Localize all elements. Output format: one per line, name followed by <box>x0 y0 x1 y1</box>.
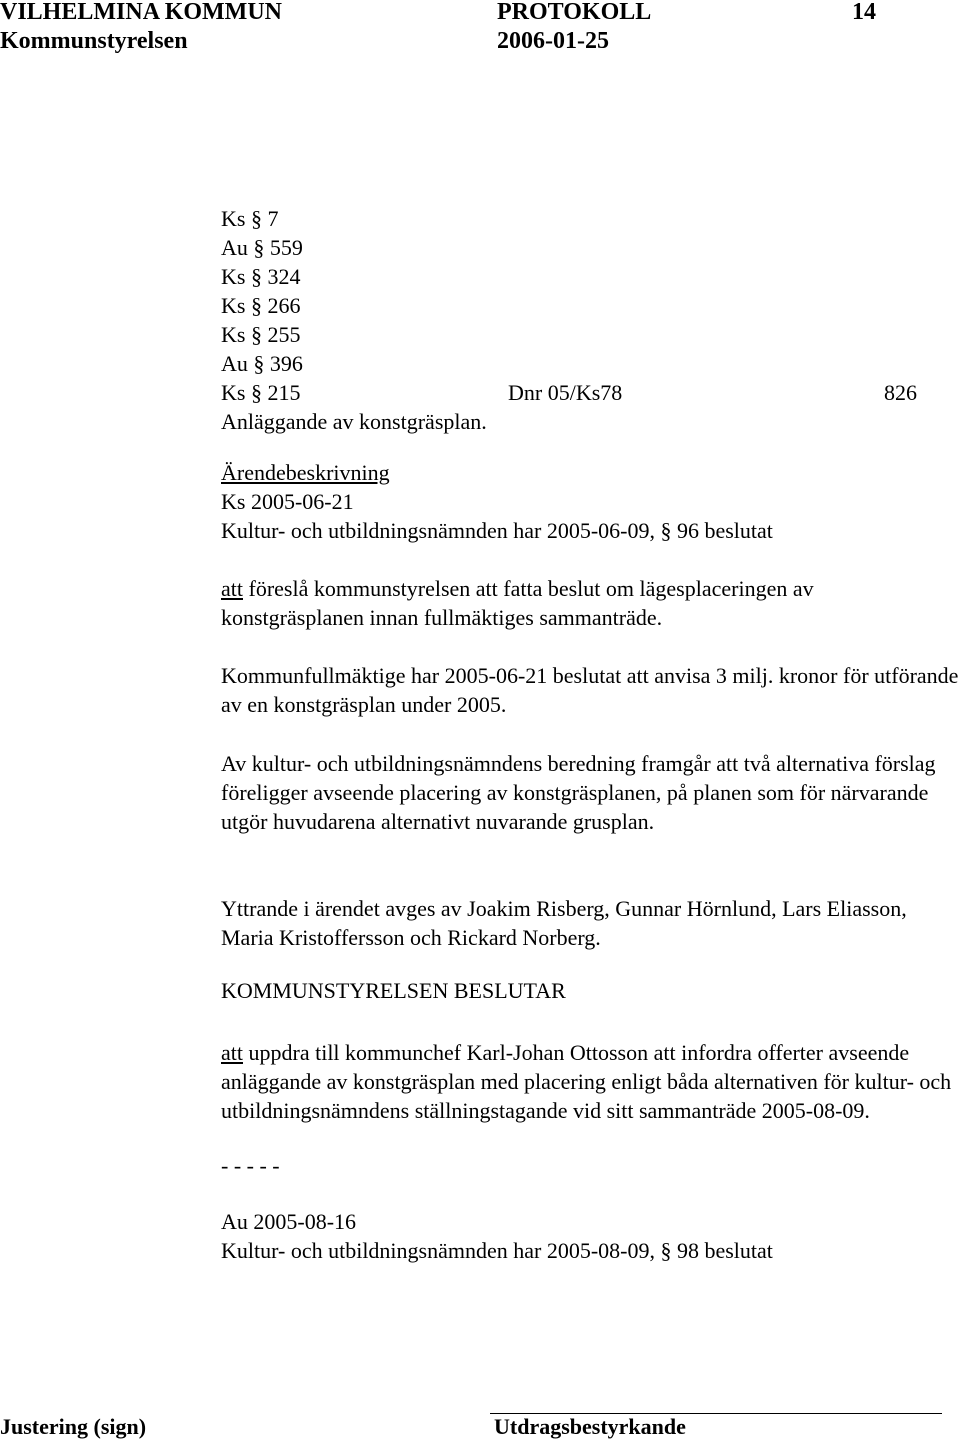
att-keyword: att <box>221 1040 243 1065</box>
decision-paragraph <box>221 1038 959 1125</box>
kun-decision-line: Kultur- och utbildningsnämnden har 2005-06-09, § 96 beslutat <box>221 518 773 543</box>
dnr-reference: Dnr 05/Ks78 <box>508 380 623 405</box>
paragraph-ref: Au § 559 <box>221 235 303 260</box>
paragraph-ref: Au § 396 <box>221 351 303 376</box>
subject-title: Anläggande av konstgräsplan. <box>221 409 487 434</box>
au-date-line: Au 2005-08-16 <box>221 1209 357 1234</box>
municipality-name: VILHELMINA KOMMUN <box>0 0 282 25</box>
body-name: Kommunstyrelsen <box>0 28 188 54</box>
extract-label: Utdragsbestyrkande <box>494 1414 686 1439</box>
archive-code: 826 <box>884 380 917 405</box>
decision-text: uppdra till kommunchef Karl-Johan Ottosson att infordra offerter avseende anläggande av konstgräsplan med placering enligt båda alternativen för kultur- och utbildningsnämndens ställningstagande vid sitt sammanträde 2005-08-09. <box>221 1040 952 1123</box>
proposal-paragraph <box>221 574 959 632</box>
paragraph-ref: Ks § 255 <box>221 322 301 347</box>
description-heading: Ärendebeskrivning <box>221 460 390 485</box>
signature-label: Justering (sign) <box>0 1414 147 1439</box>
paragraph-ref: Ks § 215 <box>221 380 301 405</box>
kf-decision-paragraph: Kommunfullmäktige har 2005-06-21 beslutat att anvisa 3 milj. kronor för utförande av en konstgräsplan under 2005. <box>221 663 959 717</box>
meeting-date: 2006-01-25 <box>497 28 609 54</box>
paragraph-ref: Ks § 324 <box>221 264 301 289</box>
separator: - - - - - <box>221 1153 280 1178</box>
proposal-text: föreslå kommunstyrelsen att fatta beslut om lägesplaceringen av konstgräsplanen innan fullmäktiges sammanträde. <box>221 576 814 630</box>
paragraph-ref: Ks § 266 <box>221 293 301 318</box>
ks-date-line: Ks 2005-06-21 <box>221 489 354 514</box>
att-keyword: att <box>221 576 243 601</box>
paragraph-ref: Ks § 7 <box>221 206 279 231</box>
page-number: 14 <box>852 0 876 25</box>
decision-heading: KOMMUNSTYRELSEN BESLUTAR <box>221 978 566 1003</box>
alternatives-paragraph: Av kultur- och utbildningsnämndens beredning framgår att två alternativa förslag föreligger avseende placering av konstgräsplanen, på planen som för närvarande utgör huvudarena alternativt nuvarande grusplan. <box>221 751 936 834</box>
statements-paragraph: Yttrande i ärendet avges av Joakim Risberg, Gunnar Hörnlund, Lars Eliasson, Maria Kristoffersson och Rickard Norberg. <box>221 896 907 950</box>
kun-decision-line-2: Kultur- och utbildningsnämnden har 2005-08-09, § 98 beslutat <box>221 1238 773 1263</box>
document-type: PROTOKOLL <box>497 0 652 25</box>
